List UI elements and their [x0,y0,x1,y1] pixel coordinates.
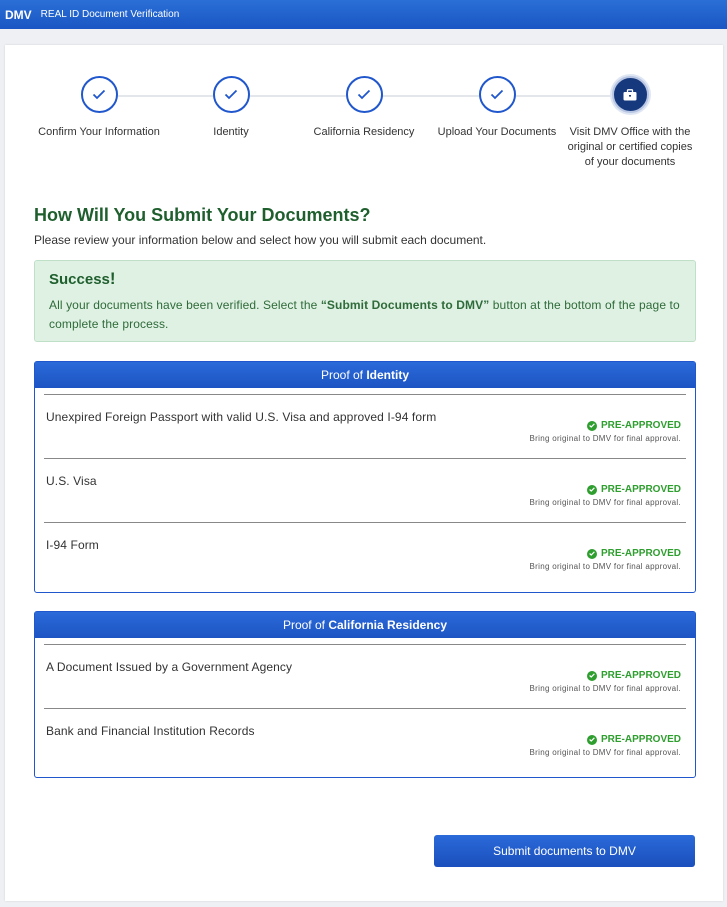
check-icon [357,89,371,100]
step-visit-dmv-office [565,76,695,170]
check-circle-icon [587,485,597,495]
alert-emphasis: “Submit Documents to DMV” [320,298,490,312]
check-icon [92,89,106,100]
exclamation-icon: ! [109,269,116,288]
status-note: Bring original to DMV for final approval. [529,748,681,757]
progress-stepper [5,45,723,195]
check-circle-icon [587,421,597,431]
document-status [530,670,681,693]
document-status [530,484,681,507]
top-bar [0,0,727,29]
step-label: Identity [213,126,249,138]
status-note: Bring original to DMV for final approval. [529,498,681,507]
status-badge: PRE-APPROVED [530,670,681,681]
check-circle-icon [587,549,597,559]
step-identity [166,76,296,140]
success-alert [34,260,696,342]
status-badge: PRE-APPROVED [530,484,681,495]
document-name: A Document Issued by a Government Agency [46,660,293,674]
proof-of-california-residency-panel [34,611,696,778]
step-label: Confirm Your Information [38,126,160,138]
check-icon [224,89,238,100]
check-circle-icon [587,735,597,745]
panel-header: Proof of Identity [35,362,695,388]
document-row [44,522,686,586]
page-subheading: Please review your information below and select how you will submit each document. [34,233,487,247]
document-name: Unexpired Foreign Passport with valid U.S. Visa and approved I-94 form [46,410,437,424]
dmv-brand[interactable]: DMV [5,7,32,22]
status-badge: PRE-APPROVED [530,548,681,559]
step-confirm-information [34,76,164,140]
app-title: REAL ID Document Verification [40,9,180,20]
alert-text: All your documents have been verified. Select the “Submit Documents to DMV” button at the bottom of the page to complete the process. [49,298,680,331]
document-status [530,420,681,443]
status-badge: PRE-APPROVED [530,734,681,745]
status-note: Bring original to DMV for final approval. [529,562,681,571]
proof-of-identity-panel [34,361,696,593]
step-circle [81,76,118,113]
step-label: Upload Your Documents [437,126,557,138]
alert-title: Success! [49,269,116,288]
step-circle [479,76,516,113]
document-row [44,708,686,772]
check-circle-icon [587,671,597,681]
step-label: California Residency [313,126,415,138]
step-circle [346,76,383,113]
step-label: Visit DMV Office with the original or certified copies of your documents [567,126,693,168]
step-california-residency [299,76,429,140]
panel-header: Proof of California Residency [35,612,695,638]
submit-documents-button[interactable]: Submit documents to DMV [434,835,695,867]
status-badge: PRE-APPROVED [530,420,681,431]
step-circle [213,76,250,113]
document-row [44,644,686,708]
status-note: Bring original to DMV for final approval. [529,434,681,443]
document-row [44,458,686,522]
main-card [5,45,723,901]
document-name: U.S. Visa [46,474,97,488]
step-upload-documents [432,76,562,140]
page-heading: How Will You Submit Your Documents? [34,205,371,225]
check-icon [490,89,504,100]
briefcase-icon [623,89,637,101]
step-circle-current [612,76,649,113]
document-name: I-94 Form [46,538,99,552]
status-note: Bring original to DMV for final approval. [529,684,681,693]
document-name: Bank and Financial Institution Records [46,724,255,738]
document-status [530,734,681,757]
document-row [44,394,686,458]
document-status [530,548,681,571]
